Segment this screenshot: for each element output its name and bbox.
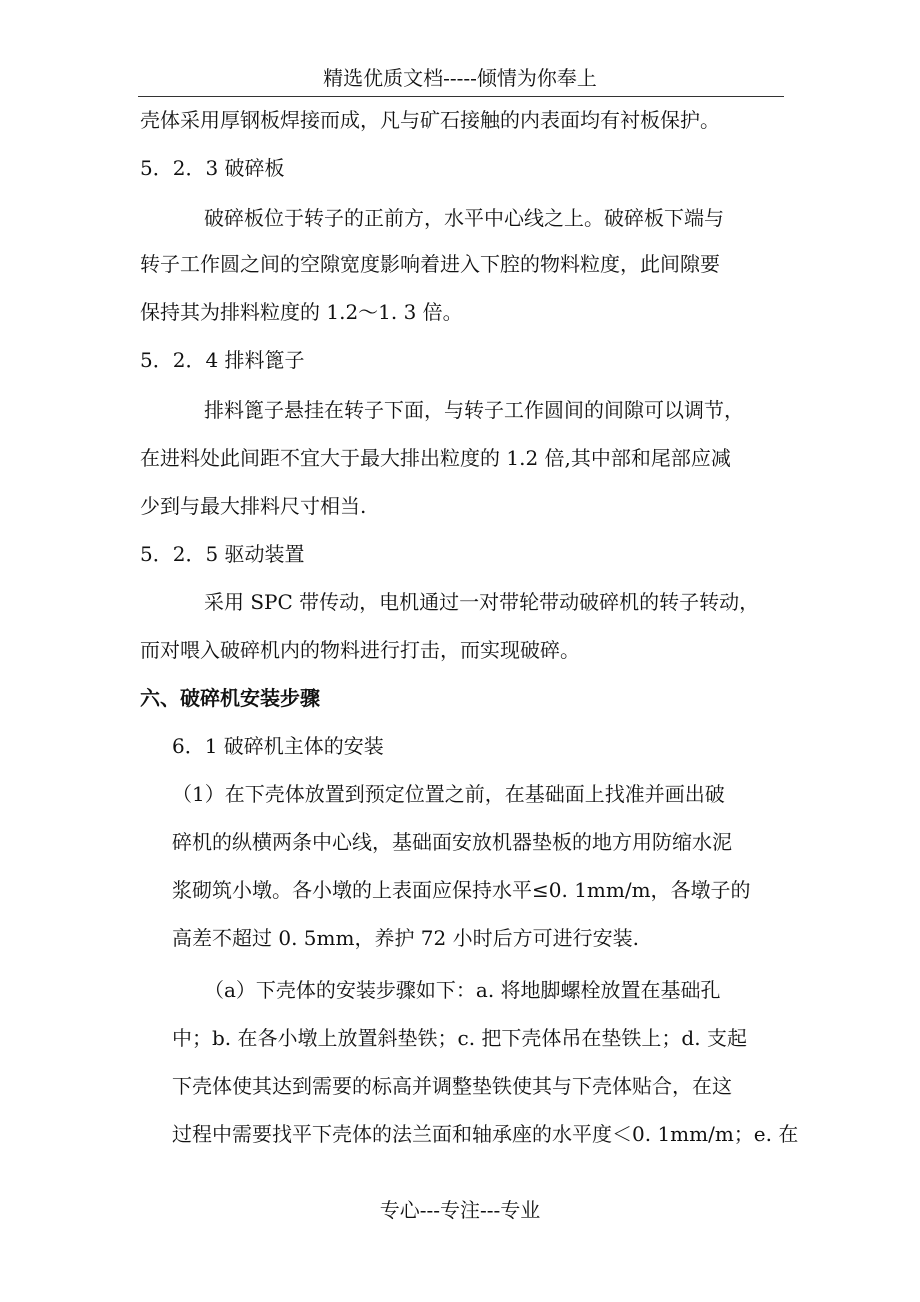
section-heading-5-2-4: 5．2．4 排料篦子 — [140, 348, 305, 372]
paragraph-line: 保持其为排料粒度的 1.2～1. 3 倍。 — [140, 300, 463, 324]
page-footer: 专心---专注---专业 — [379, 1198, 541, 1222]
paragraph-line: 破碎板位于转子的正前方，水平中心线之上。破碎板下端与 — [204, 206, 724, 230]
paragraph-line: 浆砌筑小墩。各小墩的上表面应保持水平≤0. 1mm/m，各墩子的 — [172, 878, 751, 902]
paragraph-line: 排料篦子悬挂在转子下面，与转子工作圆间的间隙可以调节， — [204, 398, 744, 422]
paragraph-line: 壳体采用厚钢板焊接而成，凡与矿石接触的内表面均有衬板保护。 — [140, 108, 720, 132]
paragraph-line: 而对喂入破碎机内的物料进行打击，而实现破碎。 — [140, 638, 580, 662]
paragraph-line: 采用 SPC 带传动，电机通过一对带轮带动破碎机的转子转动， — [204, 590, 760, 614]
paragraph-line: 高差不超过 0. 5mm，养护 72 小时后方可进行安装. — [172, 926, 639, 950]
paragraph-line: （1）在下壳体放置到预定位置之前，在基础面上找准并画出破 — [172, 782, 725, 806]
paragraph-line: （a）下壳体的安装步骤如下：a. 将地脚螺栓放置在基础孔 — [204, 978, 721, 1002]
header-divider — [138, 96, 784, 97]
paragraph-line: 中；b. 在各小墩上放置斜垫铁；c. 把下壳体吊在垫铁上；d. 支起 — [172, 1026, 747, 1050]
paragraph-line: 碎机的纵横两条中心线，基础面安放机器垫板的地方用防缩水泥 — [172, 830, 732, 854]
paragraph-line: 下壳体使其达到需要的标高并调整垫铁使其与下壳体贴合，在这 — [172, 1074, 732, 1098]
paragraph-line: 过程中需要找平下壳体的法兰面和轴承座的水平度＜0. 1mm/m；e. 在 — [172, 1122, 799, 1146]
paragraph-line: 少到与最大排料尺寸相当. — [140, 494, 367, 518]
section-heading-5-2-3: 5．2．3 破碎板 — [140, 156, 285, 180]
section-heading-5-2-5: 5．2．5 驱动装置 — [140, 542, 305, 566]
chapter-heading-6: 六、破碎机安装步骤 — [140, 686, 320, 710]
paragraph-line: 在进料处此间距不宜大于最大排出粒度的 1.2 倍,其中部和尾部应减 — [140, 446, 731, 470]
section-heading-6-1: 6．1 破碎机主体的安装 — [172, 734, 384, 758]
page-header: 精选优质文档-----倾情为你奉上 — [323, 66, 597, 90]
paragraph-line: 转子工作圆之间的空隙宽度影响着进入下腔的物料粒度，此间隙要 — [140, 252, 720, 276]
